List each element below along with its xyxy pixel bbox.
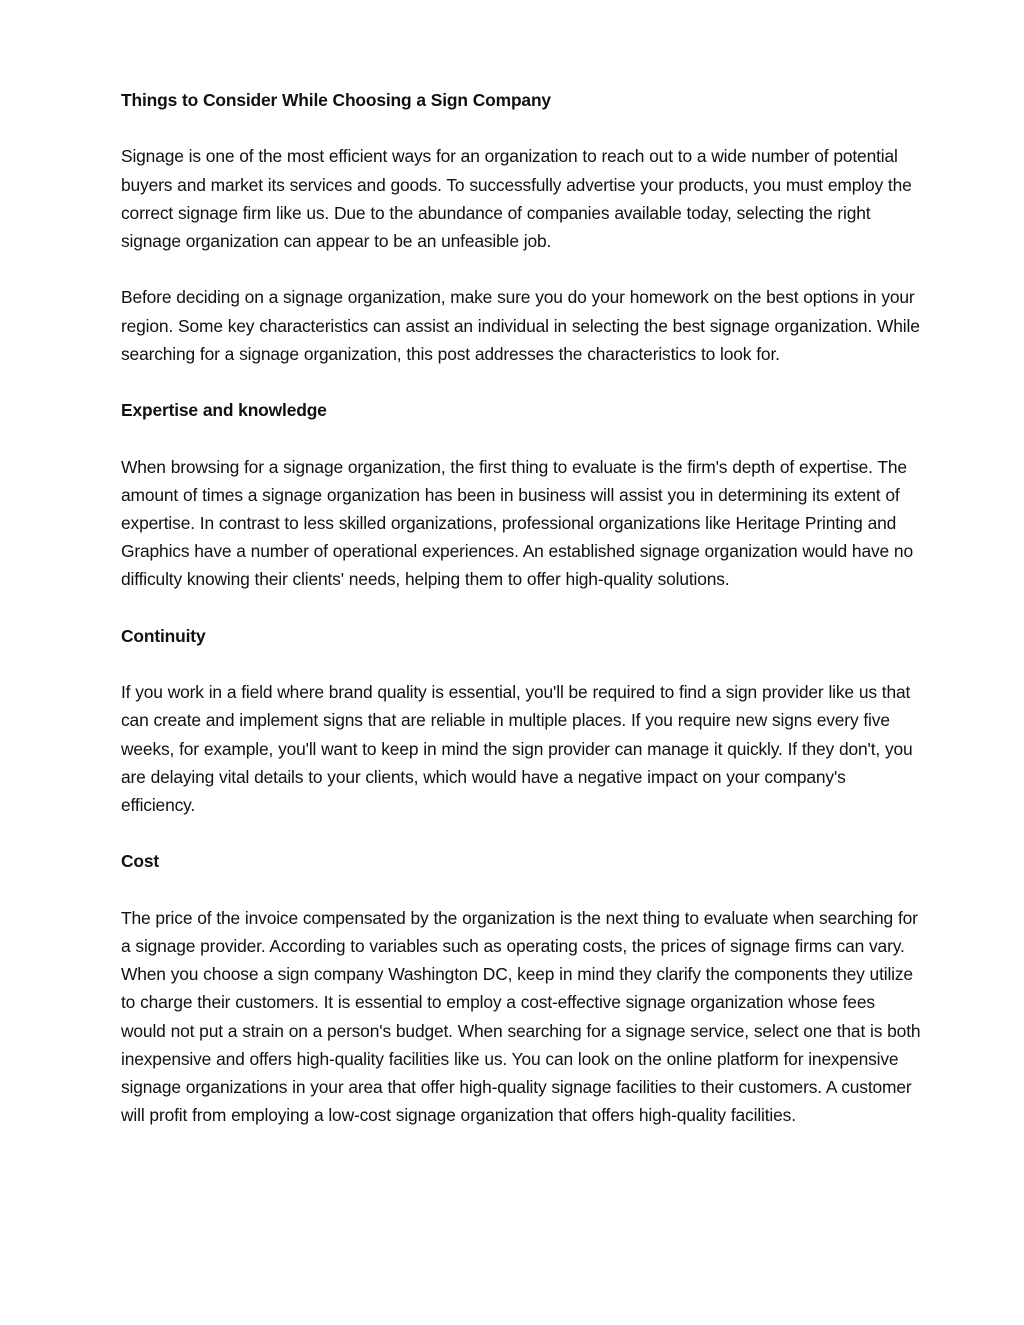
section-body-continuity: If you work in a field where brand quality is essential, you'll be required to find a sign provider like us that can create and implement signs that are reliable in multiple places. If you require new signs every five weeks, for example, you'll want to keep in mind the sign provider can manage it quickly. If they don't, you are delaying vital details to your clients, which would have a negative impact on your company's efficiency. xyxy=(121,682,913,815)
section-body-expertise: When browsing for a signage organization, the first thing to evaluate is the firm's depth of expertise. The amount of times a signage organization has been in business will assist you in determining its extent of expertise. In contrast to less skilled organizations, professional organizations like Heritage Printing and Graphics have a number of operational experiences. An established signage organization would have no difficulty knowing their clients' needs, helping them to offer high-quality solutions. xyxy=(121,456,913,590)
document-title-text: Things to Consider While Choosing a Sign Company xyxy=(121,90,551,110)
intro-paragraph-1: Signage is one of the most efficient ways for an organization to reach out to a wide number of potential buyers and market its services and goods. To successfully advertise your products, you must employ the correct signage firm like us. Due to the abundance of companies available today, selecting the right signage organization can appear to be an unfeasible job. xyxy=(121,146,912,251)
section-heading-continuity xyxy=(121,622,921,650)
section-heading-expertise xyxy=(121,396,921,424)
section-body-cost: The price of the invoice compensated by the organization is the next thing to evaluate when searching for a signage provider. According to variables such as operating costs, the prices of signage firms can vary. When you choose a sign company Washington DC, keep in mind they clarify the components they utilize to charge their customers. It is essential to employ a cost-effective signage organization whose fees would not put a strain on a person's budget. When searching for a signage service, select one that is both inexpensive and offers high-quality facilities like us. You can look on the online platform for inexpensive signage organizations in your area that offer high-quality signage facilities to their customers. A customer will profit from employing a low-cost signage organization that offers high-quality facilities. xyxy=(121,907,921,1126)
section-heading-expertise-text: Expertise and knowledge xyxy=(121,400,327,421)
document-page xyxy=(121,86,921,1129)
document-title xyxy=(121,86,921,114)
section-heading-continuity-text: Continuity xyxy=(121,625,206,646)
section-heading-cost-text: Cost xyxy=(121,851,160,872)
intro-paragraph-2: Before deciding on a signage organization, make sure you do your homework on the best options in your region. Some key characteristics can assist an individual in selecting the best signage organization. While searching for a signage organization, this post addresses the characteristics to look for. xyxy=(121,287,920,364)
section-heading-cost xyxy=(121,847,921,875)
